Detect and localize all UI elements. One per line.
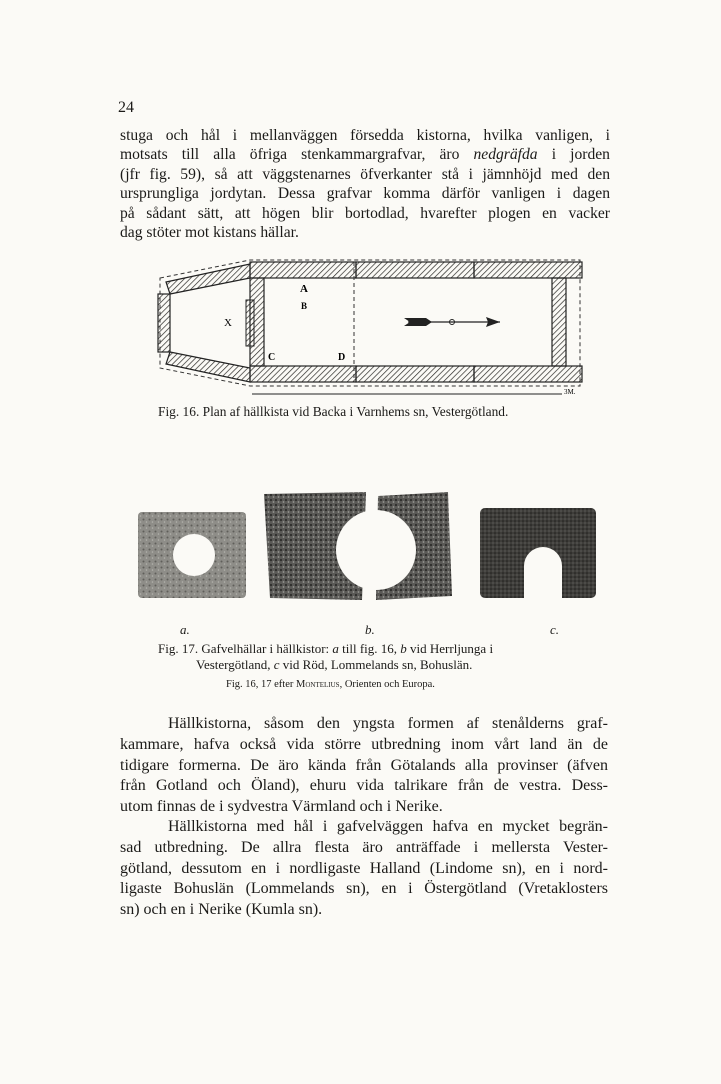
label-x: X: [224, 317, 232, 329]
end-stone: [552, 278, 566, 366]
gable-stone: [246, 300, 254, 346]
north-arrow-icon: [404, 317, 500, 327]
text-line: sad utbredning. De allra flesta äro anträffade i mellersta Vester-: [120, 838, 608, 856]
wall-stone: [474, 366, 582, 382]
text-line: utom finnas de i sydvestra Värmland och i Nerike.: [120, 798, 443, 816]
label-a: A: [300, 283, 308, 295]
gable-stone-c: [480, 508, 596, 600]
label-d: D: [338, 352, 346, 363]
text-line: ursprungliga jordytan. Dessa grafvar komma därför vanligen i dagen: [120, 185, 610, 203]
text-line: kammare, hafva också vida större utbredning inom vårt land än de: [120, 735, 608, 753]
scale-label: 3M.: [564, 388, 576, 396]
sub-label-c: c.: [550, 622, 560, 637]
text-line: Hällkistorna, såsom den yngsta formen af stenålderns graf-: [168, 715, 608, 732]
wall-stone: [250, 262, 356, 278]
gable-stone-b: [264, 492, 452, 600]
caption-line: Vestergötland, c vid Röd, Lommelands sn, Bohuslän.: [196, 657, 473, 672]
text-line: Hällkistorna med hål i gafvelväggen hafva en mycket begrän-: [168, 818, 608, 835]
wall-stone: [356, 366, 474, 382]
text-line: dag stöter mot kistans hällar.: [120, 224, 299, 242]
caption-line: Fig. 17. Gafvelhällar i hällkistor: a till fig. 16, b vid Herrljunga i: [158, 641, 494, 656]
text-line: (jfr fig. 59), så att väggstenarnes öfverkanter stå i jämnhöjd med den: [120, 165, 610, 183]
figure-17-gable-stones: [130, 488, 600, 600]
italic-term: nedgräfda: [473, 146, 538, 164]
paragraph-2: [120, 714, 608, 818]
label-c: C: [268, 352, 276, 363]
text-line: ligaste Bohuslän (Lommelands sn), en i Östergötland (Vretaklosters: [120, 880, 608, 898]
text-line: stuga och hål i mellanväggen försedda kistorna, hvilka vanligen, i: [120, 127, 610, 144]
gable-stone-a: [138, 512, 246, 598]
paragraph-3: [120, 817, 608, 921]
wall-stone: [474, 262, 582, 278]
wall-stone: [166, 264, 250, 294]
text-line: sn) och en i Nerike (Kumla sn).: [120, 901, 323, 919]
text-line: tidigare formerna. De äro kända från Götalands alla provinser (äfven: [120, 756, 608, 774]
sub-label-a: a.: [180, 622, 190, 637]
end-stone: [158, 294, 170, 352]
text-line: på sådant sätt, att högen blir bortodlad, hvarefter plogen en vacker: [120, 204, 610, 222]
figure-17-caption: [158, 641, 590, 673]
text-line: götland, dessutom en i nordligaste Halland (Lindome sn), en i nord-: [120, 859, 608, 877]
label-b: B: [301, 301, 308, 311]
page-number: 24: [118, 99, 134, 116]
wall-stone: [356, 262, 474, 278]
wall-stone: [250, 366, 356, 382]
sub-label-b: b.: [365, 622, 375, 637]
text-line: från Gotland och Öland), ehuru vida talrikare från de vestra. Dess-: [120, 777, 608, 795]
author-name: Montelius: [296, 679, 340, 690]
text-line: motsats till alla öfriga stenkammargrafvar, äro nedgräfda i jorden: [120, 146, 610, 164]
figure-16-plan-drawing: [150, 256, 590, 396]
figure-16-caption: Fig. 16. Plan af hällkista vid Backa i Varnhems sn, Vestergötland.: [158, 404, 509, 419]
figure-source-note: Fig. 16, 17 efter Montelius, Orienten och Europa.: [226, 679, 435, 690]
paragraph-1: [120, 126, 610, 242]
